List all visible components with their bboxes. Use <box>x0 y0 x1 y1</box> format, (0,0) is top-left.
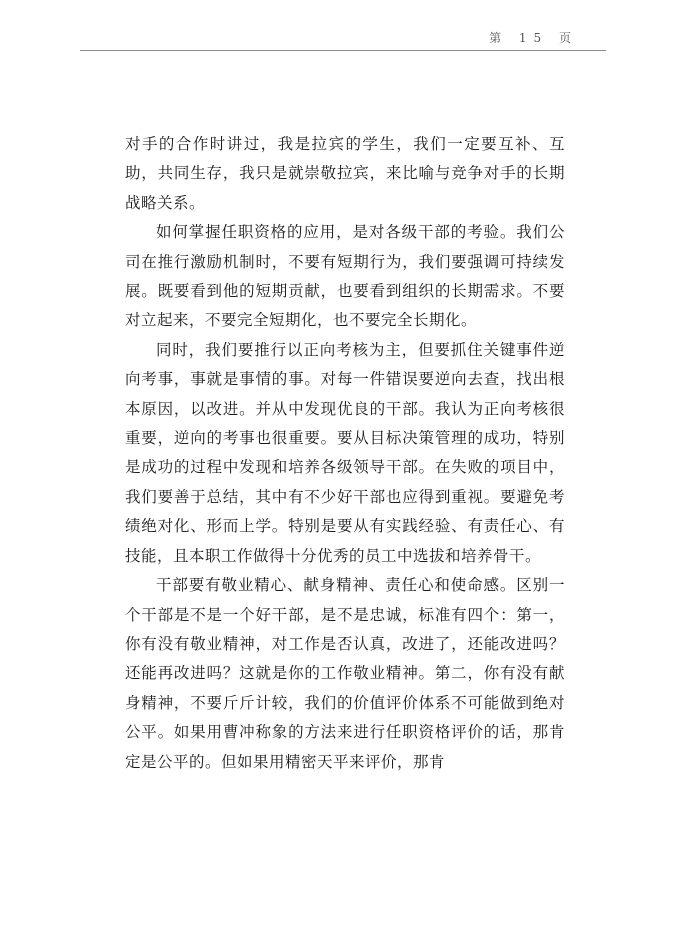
paragraph-assessment: 同时，我们要推行以正向考核为主，但要抓住关键事件逆向考事，事就是事情的事。对每一件错误要逆向去查，找出根本原因，以改进。并从中发现优良的干部。我认为正向考核很重要，逆向的考事也很重要。要从目标决策管理的成功，特别是成功的过程中发现和培养各级领导干部。在失败的项目中，我们要善于总结，其中有不少好干部也应得到重视。要避免考绩绝对化、形而上学。特别是要从有实践经验、有责任心、有技能，且本职工作做得十分优秀的员工中选拔和培养骨干。 <box>125 340 565 565</box>
paragraph-cadre-standards: 干部要有敬业精心、献身精神、责任心和使命感。区别一个干部是不是一个好干部，是不是忠诚，标准有四个：第一，你有没有敬业精神，对工作是否认真，改进了，还能改进吗？还能再改进吗？这就是你的工作敬业精神。第二，你有没有献身精神，不要斤斤计较，我们的价值评价体系不可能做到绝对公平。如果用曹冲称象的方法来进行任职资格评价的话，那肯定是公平的。但如果用精密天平来评价，那肯 <box>125 576 565 771</box>
page-number: 第 15 页 <box>489 31 578 45</box>
page-header <box>80 0 606 51</box>
document-body <box>125 130 565 777</box>
paragraph-continuation: 对手的合作时讲过，我是拉宾的学生，我们一定要互补、互助，共同生存，我只是就崇敬拉宾，来比喻与竞争对手的长期战略关系。 <box>125 135 565 212</box>
paragraph-qualification-application: 如何掌握任职资格的应用，是对各级干部的考验。我们公司在推行激励机制时，不要有短期行为，我们要强调可持续发展。既要看到他的短期贡献，也要看到组织的长期需求。不要对立起来，不要完全短期化，也不要完全长期化。 <box>125 223 565 330</box>
